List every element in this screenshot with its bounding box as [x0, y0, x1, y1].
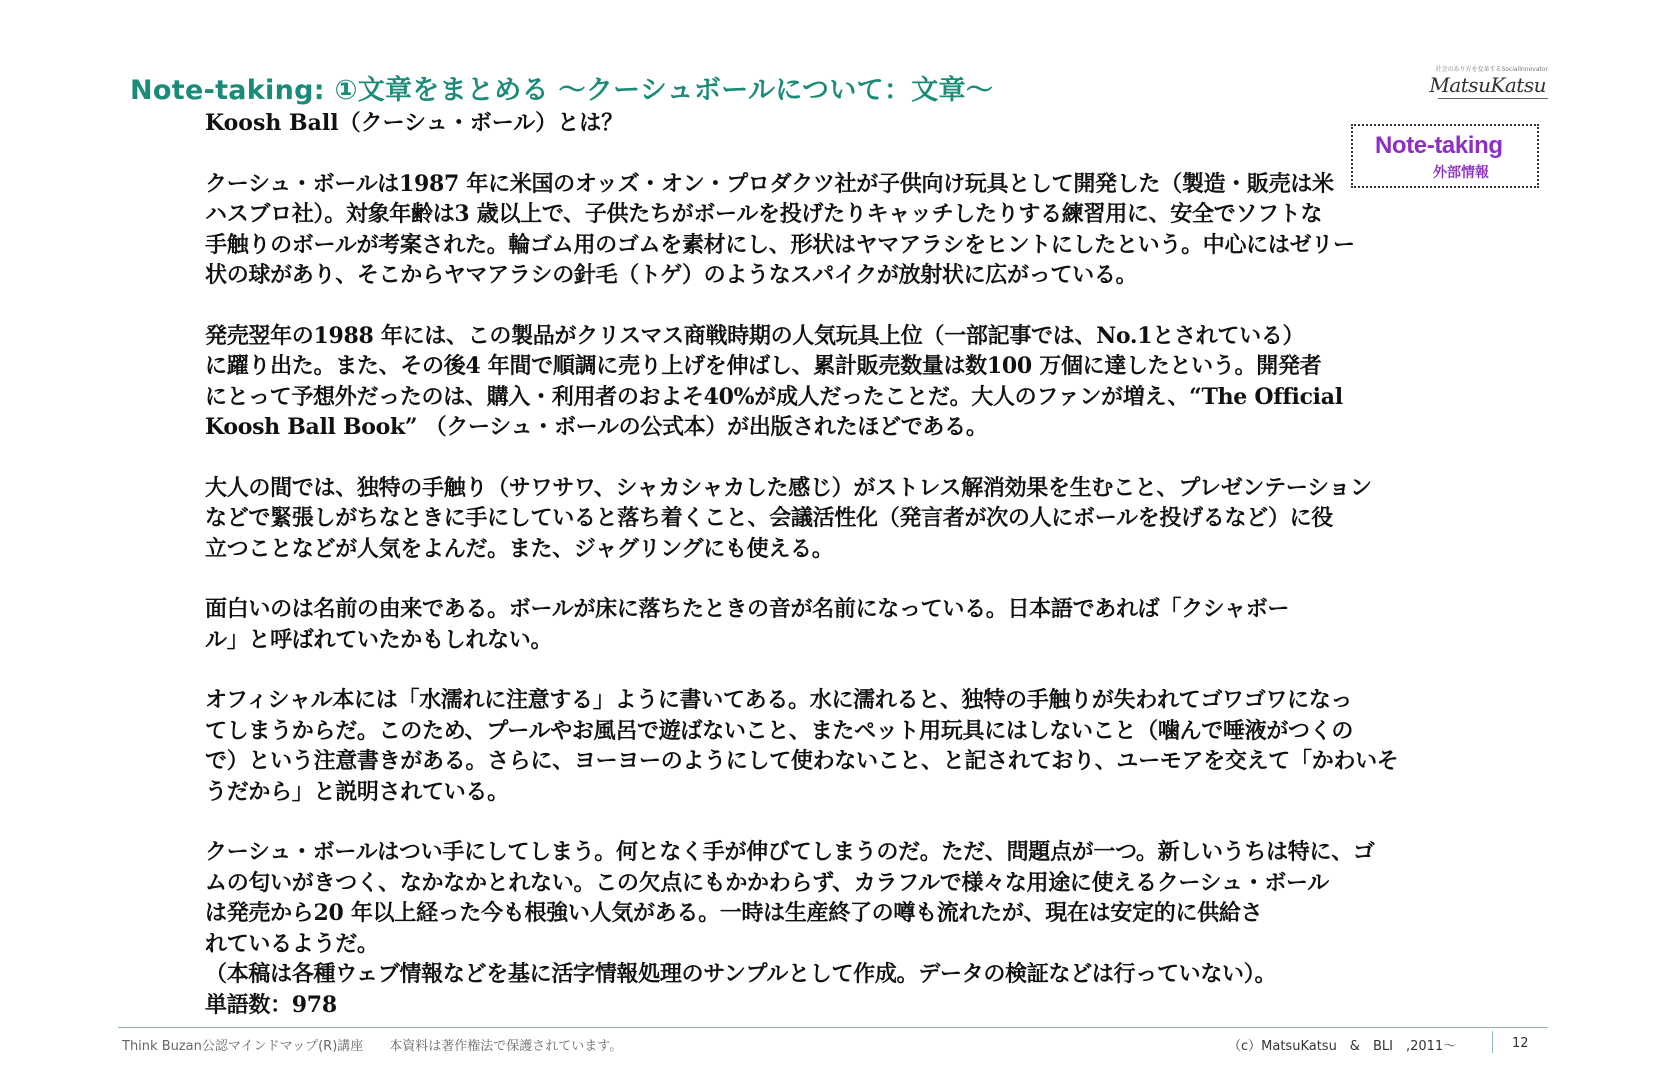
text-line: 大人の間では、独特の手触り（サワサワ、シャカシャカした感じ）がストレス解消効果を生むこと、プレゼンテーション — [205, 474, 1372, 501]
paragraph-6 — [205, 837, 1375, 1020]
text-line: 手触りのボールが考案された。輪ゴム用のゴムを素材にし、形状はヤマアラシをヒントにしたという。中心にはゼリー — [205, 231, 1355, 258]
text-line: うだから」と説明されている。 — [205, 778, 509, 805]
text-line: 立つことなどが人気をよんだ。また、ジャグリングにも使える。 — [205, 535, 834, 562]
text-line: 状の球があり、そこからヤマアラシの針毛（トゲ）のようなスパイクが放射状に広がっている。 — [205, 262, 1138, 288]
footer-course-info — [122, 1035, 622, 1054]
text-line: ル」と呼ばれていたかもしれない。 — [205, 626, 553, 653]
paragraph-5 — [205, 685, 1399, 807]
text-line: クーシュ・ボールは1987 年に米国のオッズ・オン・プロダクツ社が子供向け玩具として開発した（製造・販売は米 — [205, 170, 1334, 197]
text-line: に躍り出た。また、その後4 年間で順調に売り上げを伸ばし、累計販売数量は数100 万個に達したという。開発者 — [205, 353, 1322, 379]
text-line: 面白いのは名前の由来である。ボールが床に落ちたときの音が名前になっている。日本語であれば「クシャボー — [205, 596, 1290, 622]
paragraph-1 — [205, 169, 1375, 291]
badge-title: Note-taking — [1375, 132, 1503, 159]
article-heading: Koosh Ball（クーシュ・ボール）とは？ — [205, 110, 624, 136]
footer-divider-line — [118, 1027, 1548, 1028]
source-note: （本稿は各種ウェブ情報などを基に活字情報処理のサンプルとして作成。データの検証などは行っていない）。 — [205, 961, 1277, 987]
paragraph-4 — [205, 594, 1375, 655]
logo-wordmark: MatsuKatsu — [1429, 73, 1546, 97]
text-line: などで緊張しがちなときに手にしていると落ち着くこと、会議活性化（発言者が次の人にボールを投げるなど）に役 — [205, 505, 1333, 531]
badge-subtitle: 外部情報 — [1433, 165, 1489, 181]
text-line: Koosh Ball Book” （クーシュ・ボールの公式本）が出版されたほどである。 — [205, 414, 988, 440]
footer-credit: （c）MatsuKatsu & BLI ,2011～ — [1228, 1039, 1457, 1054]
footer-copyright-notice: 本資料は著作権法で保護されています。 — [389, 1039, 623, 1054]
word-count: 単語数：978 — [205, 991, 337, 1018]
matsukatsu-logo — [1430, 64, 1548, 104]
text-line: てしまうからだ。このため、プールやお風呂で遊ばないこと、またペット用玩具にはしないこと（噛んで唾液がつくの — [205, 717, 1354, 744]
text-line: オフィシャル本には「水濡れに注意する」ように書いてある。水に濡れると、独特の手触りが失われてゴワゴワになっ — [205, 687, 1353, 713]
article-body — [205, 108, 1399, 1020]
text-line: クーシュ・ボールはつい手にしてしまう。何となく手が伸びてしまうのだ。ただ、問題点が一つ。新しいうちは特に、ゴ — [205, 839, 1375, 865]
text-line: 発売翌年の1988 年には、この製品がクリスマス商戦時期の人気玩具上位（一部記事では、No.1とされている） — [205, 322, 1305, 349]
note-taking-badge — [1351, 124, 1539, 188]
slide-title: Note-taking: ①文章をまとめる ～クーシュボールについて：文章～ — [130, 75, 994, 106]
text-line: れているようだ。 — [205, 930, 379, 957]
paragraph-3 — [205, 473, 1375, 565]
logo-underline — [1438, 98, 1548, 99]
text-line: ハスブロ社）。対象年齢は3 歳以上で、子供たちがボールを投げたりキャッチしたりする練習用に、安全でソフトな — [205, 201, 1323, 227]
footer-vertical-divider — [1492, 1031, 1493, 1053]
logo-tagline: 社会のあり方を変革するSocialInnovator — [1435, 66, 1548, 73]
text-line: にとって予想外だったのは、購入・利用者のおよそ40%が成人だったことだ。大人のファンが増え、“The Official — [205, 383, 1343, 410]
text-line: ムの匂いがきつく、なかなかとれない。この欠点にもかかわらず、カラフルで様々な用途に使えるクーシュ・ボール — [205, 869, 1330, 896]
text-line: は発売から20 年以上経った今も根強い人気がある。一時は生産終了の噂も流れたが、現在は安定的に供給さ — [205, 900, 1263, 926]
footer-course: Think Buzan公認マインドマップ(R)講座 — [122, 1039, 364, 1054]
text-line: で）という注意書きがある。さらに、ヨーヨーのようにして使わないこと、と記されており、ユーモアを交えて「かわいそ — [205, 748, 1399, 774]
page-number: 12 — [1512, 1036, 1529, 1051]
paragraph-2 — [205, 321, 1375, 443]
